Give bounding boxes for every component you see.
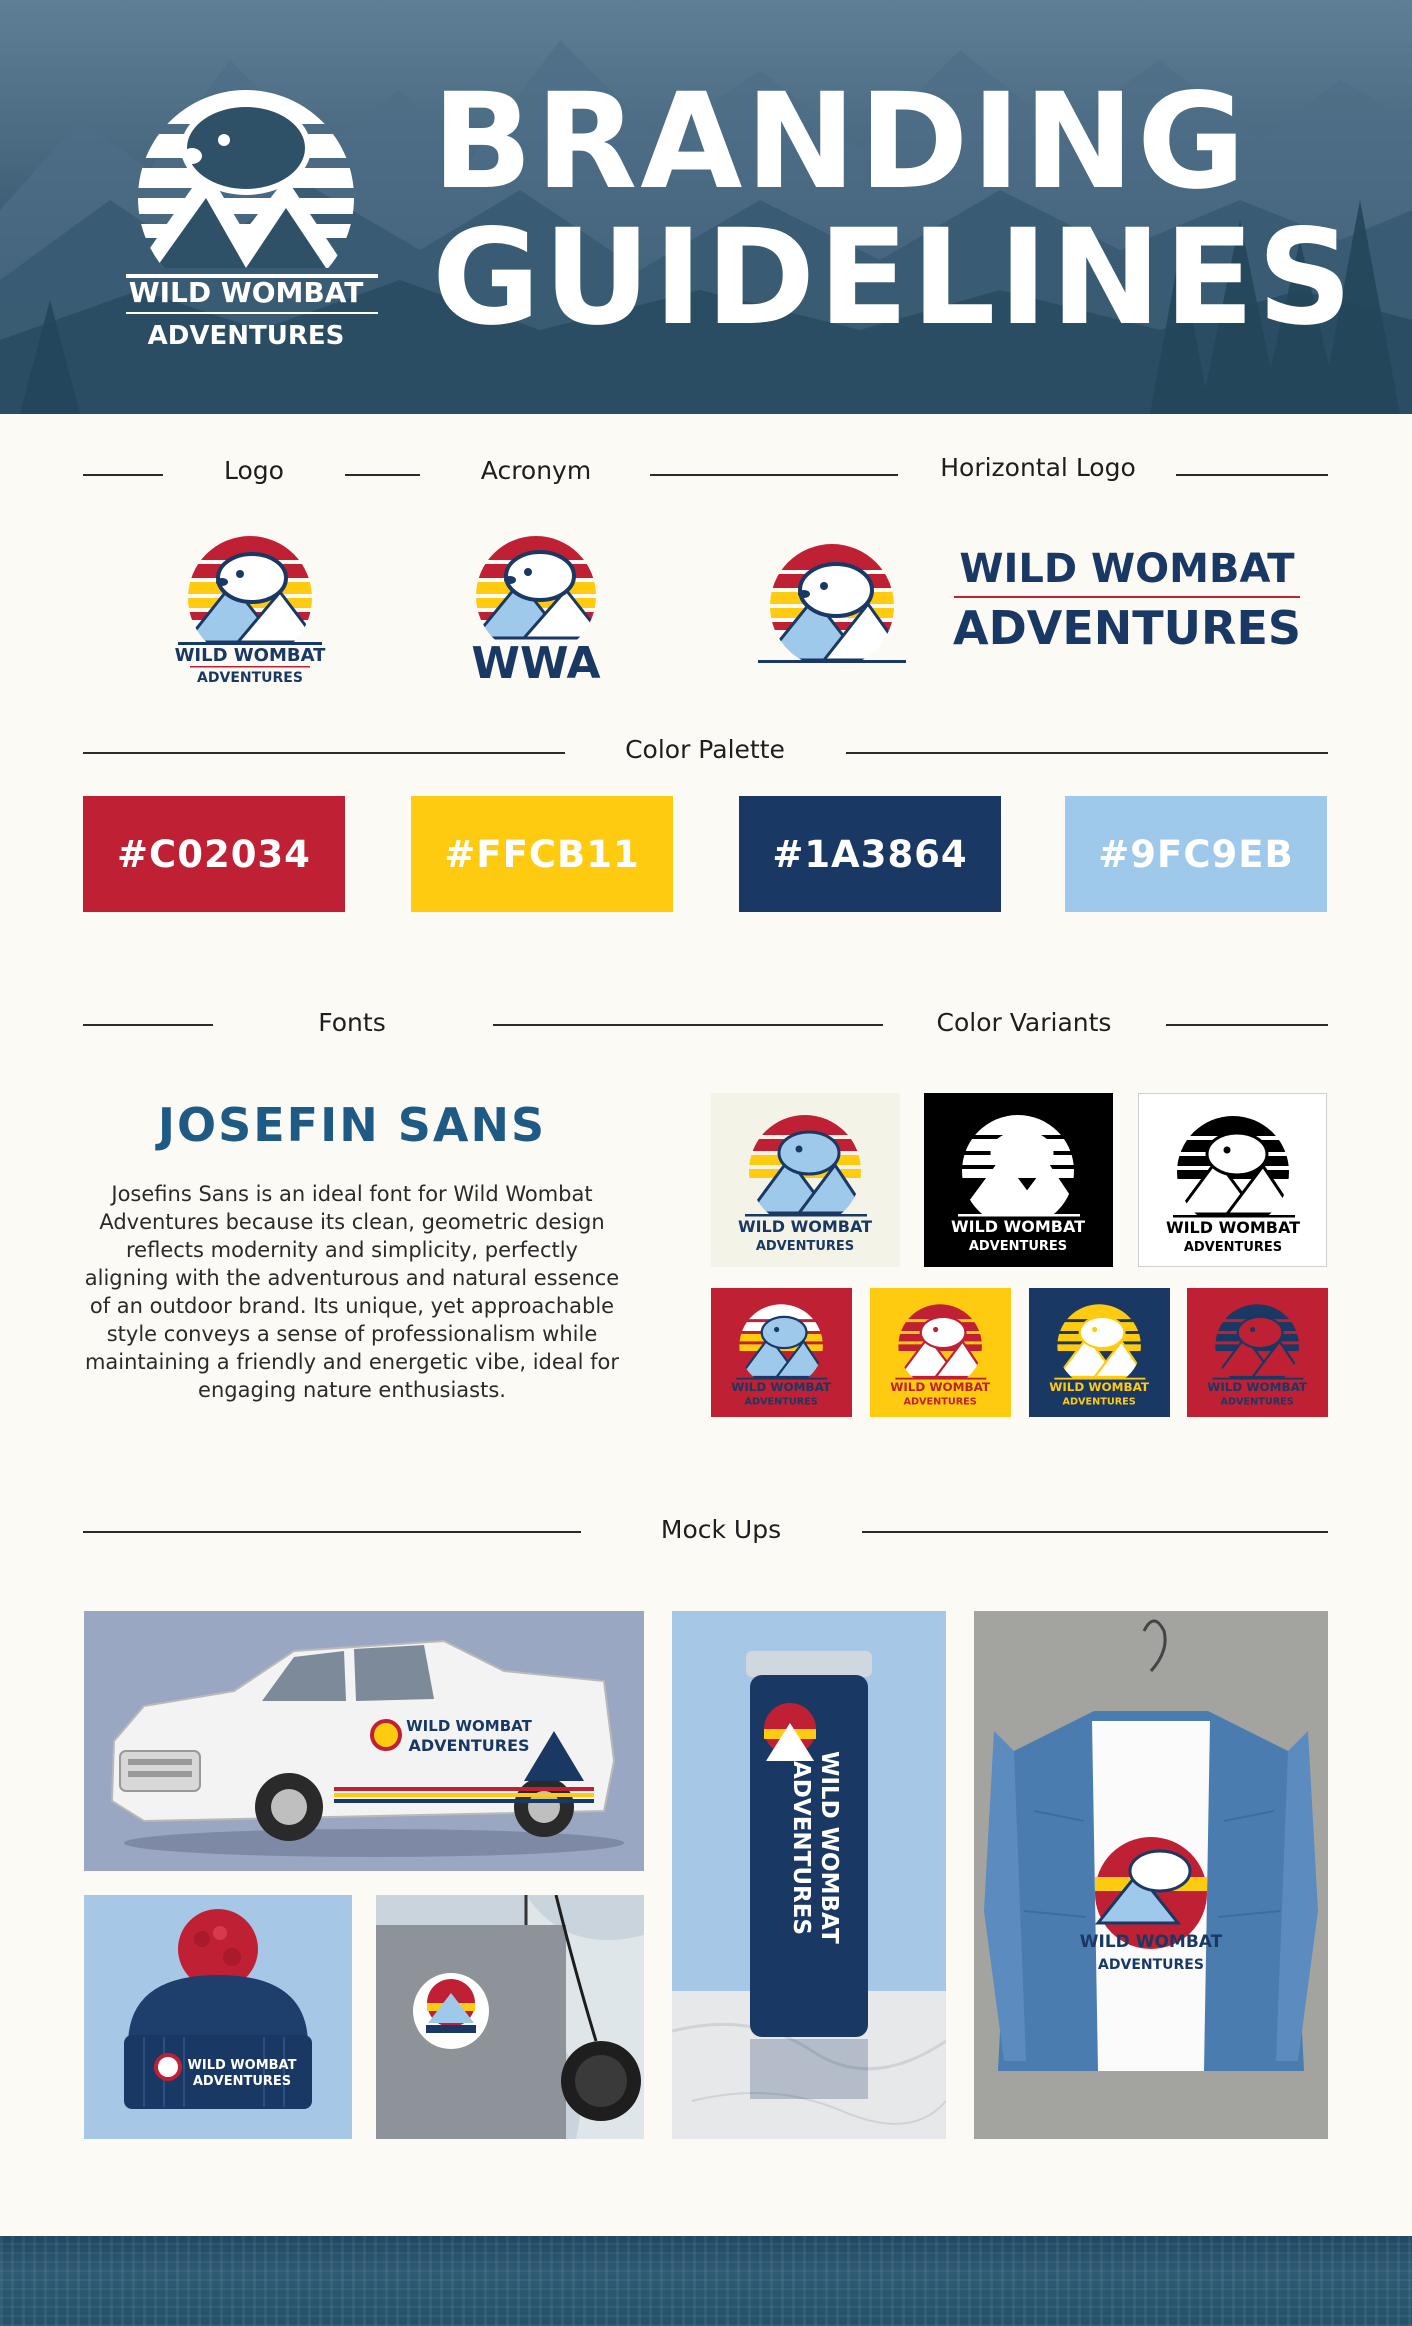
variant-on-red-navy — [1187, 1288, 1328, 1417]
tumbler-logo-line2: ADVENTURES — [788, 1761, 814, 1936]
variant-logo — [711, 1093, 900, 1267]
variant-logo-line1: WILD WOMBAT — [737, 1217, 873, 1236]
color-swatch-red: #C02034 — [83, 796, 345, 912]
shirt-logo-line1: WILD WOMBAT — [1079, 1932, 1223, 1952]
variant-logo — [711, 1288, 852, 1417]
truck-logo-line2: ADVENTURES — [408, 1736, 530, 1755]
truck-image — [84, 1611, 644, 1871]
variant-logo-line2: ADVENTURES — [1062, 1396, 1136, 1408]
variant-logo-line2: ADVENTURES — [744, 1396, 818, 1408]
font-description: Josefins Sans is an ideal font for Wild Wombat Adventures because its clean, geometric design reflects modernity and simplicity, perfectly aligning with the adventurous and natural essence of an outdoor brand. Its unique, yet approachable style conveys a sense of professionalism while maintaining a friendly and energetic vibe, ideal for engaging nature enthusiasts. — [84, 1182, 620, 1402]
acronym-logo-text: WWA — [471, 638, 601, 682]
variant-logo — [870, 1288, 1011, 1417]
page-title — [432, 65, 1356, 355]
tumbler-mockup — [672, 1611, 946, 2139]
variant-logo — [1029, 1288, 1170, 1417]
footer-band — [0, 2236, 1412, 2326]
variant-logo-line2: ADVENTURES — [755, 1239, 855, 1254]
horizontal-logo-line1: WILD WOMBAT — [959, 546, 1295, 592]
primary-logo-line1: WILD WOMBAT — [174, 645, 326, 666]
section-rule — [83, 474, 163, 476]
variant-on-red — [711, 1288, 852, 1417]
tumbler-logo-line1: WILD WOMBAT — [816, 1751, 842, 1944]
tumbler-image — [672, 1611, 946, 2139]
variant-logo-line1: WILD WOMBAT — [1207, 1380, 1308, 1395]
section-rule — [862, 1531, 1328, 1533]
beanie-logo-line2: ADVENTURES — [192, 2074, 292, 2089]
variant-white-on-black — [924, 1093, 1113, 1267]
beanie-image — [84, 1895, 352, 2139]
beanie-mockup — [84, 1895, 352, 2139]
variant-logo-line2: ADVENTURES — [1220, 1396, 1294, 1408]
primary-logo — [160, 530, 340, 686]
laptop-sticker-image — [376, 1895, 644, 2139]
section-rule — [83, 1531, 581, 1533]
section-title-acronym: Acronym — [480, 456, 592, 485]
section-title-color-palette: Color Palette — [625, 735, 785, 764]
variant-on-yellow — [870, 1288, 1011, 1417]
variant-logo-line1: WILD WOMBAT — [890, 1380, 991, 1395]
section-rule — [83, 1024, 213, 1026]
variant-logo-line2: ADVENTURES — [1183, 1240, 1283, 1255]
variant-logo-line1: WILD WOMBAT — [731, 1380, 832, 1395]
section-rule — [846, 752, 1328, 754]
variant-on-navy — [1029, 1288, 1170, 1417]
variant-logo — [1187, 1288, 1328, 1417]
variant-logo-line1: WILD WOMBAT — [1165, 1218, 1301, 1237]
horizontal-logo — [740, 540, 1320, 670]
color-swatch-light-blue: #9FC9EB — [1065, 796, 1327, 912]
variant-logo-line2: ADVENTURES — [968, 1239, 1068, 1254]
variant-logo-line1: WILD WOMBAT — [950, 1217, 1086, 1236]
section-rule — [650, 474, 898, 476]
header-logo — [96, 78, 408, 356]
section-title-mock-ups: Mock Ups — [660, 1515, 782, 1544]
variant-logo — [1139, 1094, 1327, 1267]
variant-full-color-light — [711, 1093, 900, 1267]
section-rule — [1176, 474, 1328, 476]
header-logo-line2: ADVENTURES — [147, 321, 345, 351]
jacket-shirt-image — [974, 1611, 1328, 2139]
section-rule — [345, 474, 420, 476]
section-title-color-variants: Color Variants — [936, 1008, 1112, 1037]
color-swatch-navy: #1A3864 — [739, 796, 1001, 912]
section-title-fonts: Fonts — [318, 1008, 386, 1037]
variant-black-on-white — [1138, 1093, 1327, 1267]
font-name: JOSEFIN SANS — [157, 1098, 547, 1152]
section-title-logo: Logo — [224, 456, 284, 485]
section-rule — [83, 752, 565, 754]
acronym-logo — [444, 530, 628, 682]
primary-logo-line2: ADVENTURES — [197, 670, 303, 686]
header-banner — [0, 0, 1412, 414]
horizontal-logo-line2: ADVENTURES — [952, 601, 1302, 655]
section-title-horizontal-logo: Horizontal Logo — [940, 453, 1136, 482]
section-rule — [1166, 1024, 1328, 1026]
shirt-logo-line2: ADVENTURES — [1098, 1957, 1204, 1973]
page-title-line2: GUIDELINES — [432, 201, 1356, 355]
sticker-mockup — [376, 1895, 644, 2139]
page-title-line1: BRANDING — [432, 65, 1249, 219]
variant-logo — [924, 1093, 1113, 1267]
color-swatch-yellow: #FFCB11 — [411, 796, 673, 912]
shirt-mockup — [974, 1611, 1328, 2139]
header-logo-line1: WILD WOMBAT — [128, 276, 364, 309]
truck-mockup — [84, 1611, 644, 1871]
truck-logo-line1: WILD WOMBAT — [406, 1717, 532, 1735]
beanie-logo-line1: WILD WOMBAT — [187, 2058, 297, 2073]
variant-logo-line2: ADVENTURES — [903, 1396, 977, 1408]
section-rule — [493, 1024, 883, 1026]
variant-logo-line1: WILD WOMBAT — [1049, 1380, 1150, 1395]
